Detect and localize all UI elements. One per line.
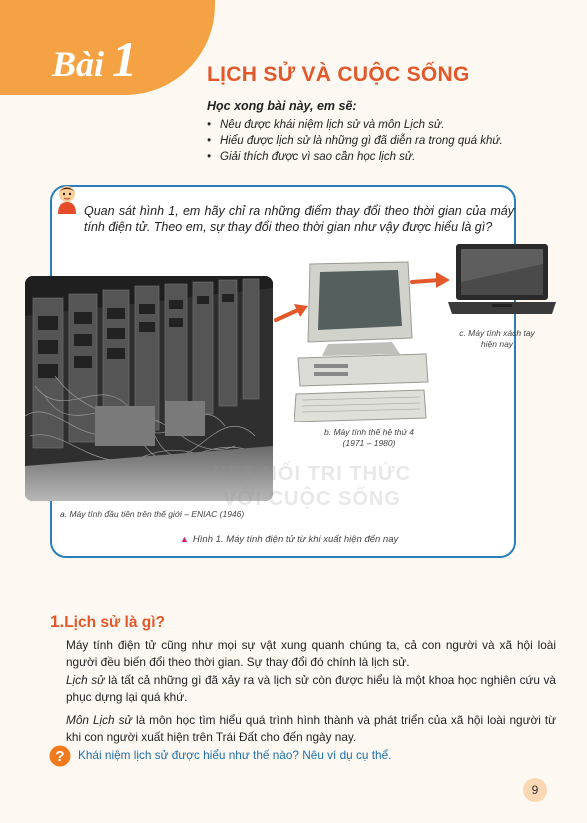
paragraph-text: là môn học tìm hiểu quá trình hình thành và phát triển của xã hội loài người từ khi con người xuất hiện trên Trái Đất cho đến ngày nay. bbox=[66, 713, 556, 744]
lesson-tab bbox=[0, 0, 215, 95]
desktop-computer-illustration bbox=[294, 258, 434, 422]
question-mark-icon bbox=[49, 745, 71, 767]
paragraph: Máy tính điện tử cũng như mọi sự vật xung quanh chúng ta, cả con người và xã hội loài người đều biến đổi theo thời gian. Sự thay đổi đó chính là lịch sử. bbox=[66, 638, 556, 669]
svg-text:?: ? bbox=[55, 748, 65, 765]
section-number: 1. bbox=[50, 612, 65, 631]
paragraph-text: là tất cả những gì đã xảy ra và lịch sử còn được hiểu là một khoa học nghiên cứu và phục dựng lại quá khứ. bbox=[66, 673, 556, 704]
student-mascot-icon bbox=[54, 184, 80, 214]
caption-laptop-line1: c. Máy tính xách tay bbox=[459, 328, 535, 338]
caption-desktop-line1: b. Máy tính thế hệ thứ 4 bbox=[324, 427, 414, 437]
page-number: 9 bbox=[523, 778, 547, 802]
lesson-number: 1 bbox=[112, 31, 138, 87]
caption-laptop bbox=[447, 328, 547, 350]
lesson-title: LỊCH SỬ VÀ CUỘC SỐNG bbox=[207, 63, 470, 86]
section-title: Lịch sử là gì? bbox=[64, 614, 165, 631]
caption-desktop-line2: (1971 – 1980) bbox=[342, 438, 396, 448]
activity-prompt: Quan sát hình 1, em hãy chỉ ra những điểm thay đổi theo thời gian của máy tính điện tử. Theo em, sự thay đổi theo thời gian như vậy được hiểu là gì? bbox=[84, 204, 514, 234]
objective-item: • Giải thích được vì sao cần học lịch sử. bbox=[207, 149, 567, 165]
paragraph bbox=[66, 712, 556, 746]
caption-laptop-line2: hiện nay bbox=[480, 339, 514, 349]
review-question: Khái niệm lịch sử được hiểu như thế nào? Nêu ví dụ cụ thể. bbox=[78, 748, 392, 762]
laptop-illustration bbox=[448, 242, 556, 318]
watermark-line1: KẾT NỐI TRI THỨC bbox=[212, 463, 412, 485]
objective-item: • Hiểu được lịch sử là những gì đã diễn ra trong quá khứ. bbox=[207, 133, 567, 149]
objective-item: • Nêu được khái niệm lịch sử và môn Lịch sử. bbox=[207, 117, 567, 133]
caption-desktop bbox=[294, 427, 444, 449]
triangle-marker-icon: ▲ bbox=[180, 534, 189, 544]
term-lich-su: Lịch sử bbox=[66, 673, 105, 687]
lesson-word: Bài bbox=[52, 44, 105, 84]
term-mon-lich-su: Môn Lịch sử bbox=[66, 713, 132, 727]
figure-caption-text: Hình 1. Máy tính điện tử từ khi xuất hiện đến nay bbox=[192, 534, 399, 545]
publisher-watermark bbox=[212, 462, 412, 512]
learning-objectives bbox=[207, 99, 567, 165]
lesson-label bbox=[52, 30, 137, 88]
figure-caption bbox=[180, 534, 398, 545]
watermark-line2: VỚI CUỘC SỐNG bbox=[223, 488, 401, 510]
caption-eniac: a. Máy tính đầu tiên trên thế giới – ENIAC (1946) bbox=[60, 509, 245, 519]
paragraph bbox=[66, 672, 556, 706]
objectives-heading: Học xong bài này, em sẽ: bbox=[207, 99, 357, 113]
section-heading bbox=[50, 612, 165, 632]
